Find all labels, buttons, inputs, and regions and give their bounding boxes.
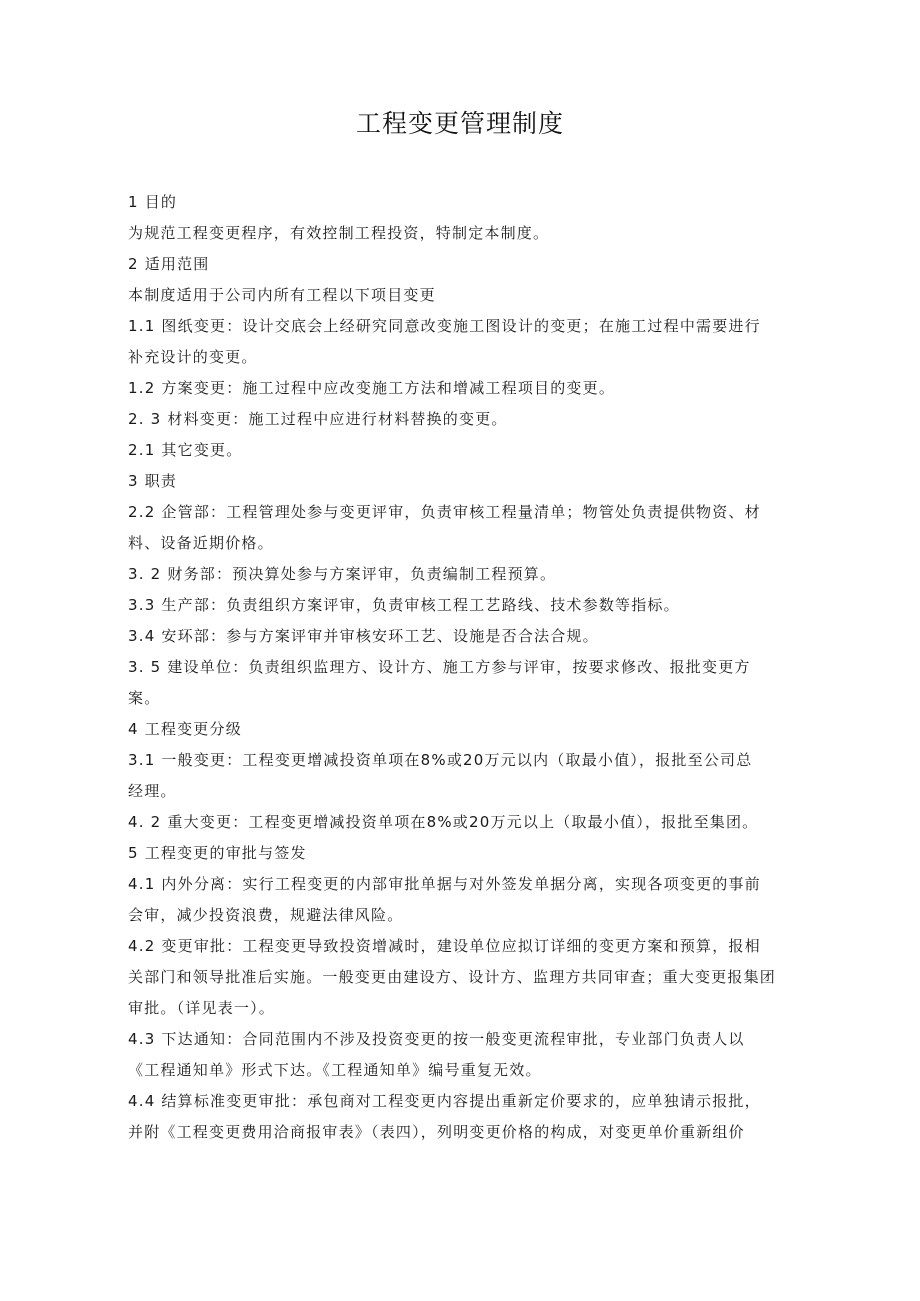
section-heading-scope: 2 适用范围 (128, 255, 210, 273)
section-heading-classification: 4 工程变更分级 (128, 720, 242, 738)
document-title: 工程变更管理制度 (355, 109, 564, 138)
paragraph-line: 案。 (128, 689, 161, 707)
paragraph-line: 补充设计的变更。 (128, 348, 258, 366)
paragraph-line: 1.1 图纸变更：设计交底会上经研究同意改变施工图设计的变更；在施工过程中需要进行 (128, 317, 761, 335)
paragraph-line: 4.3 下达通知：合同范围内不涉及投资变更的按一般变更流程审批，专业部门负责人以 (128, 1030, 745, 1048)
section-heading-purpose: 1 目的 (128, 193, 178, 211)
paragraph-line: 2. 3 材料变更：施工过程中应进行材料替换的变更。 (128, 410, 508, 428)
paragraph-line: 3. 2 财务部：预决算处参与方案评审，负责编制工程预算。 (128, 565, 557, 583)
paragraph-line: 2.1 其它变更。 (128, 441, 243, 459)
paragraph-line: 关部门和领导批准后实施。一般变更由建设方、设计方、监理方共同审查；重大变更报集团 (128, 968, 777, 986)
paragraph-line: 4. 2 重大变更：工程变更增减投资单项在8%或20万元以上（取最小值），报批至集团。 (128, 813, 759, 831)
paragraph-line: 经理。 (128, 782, 177, 800)
paragraph-line: 本制度适用于公司内所有工程以下项目变更 (128, 286, 436, 304)
paragraph-line: 3.1 一般变更：工程变更增减投资单项在8%或20万元以内（取最小值），报批至公司总 (128, 751, 753, 769)
section-heading-approval: 5 工程变更的审批与签发 (128, 844, 307, 862)
paragraph-line: 料、设备近期价格。 (128, 534, 274, 552)
paragraph-line: 审批。（详见表一）。 (128, 999, 276, 1017)
section-heading-responsibilities: 3 职责 (128, 472, 178, 490)
paragraph-line: 4.1 内外分离：实行工程变更的内部审批单据与对外签发单据分离，实现各项变更的事前 (128, 875, 761, 893)
paragraph-line: 3.3 生产部：负责组织方案评审，负责审核工程工艺路线、技术参数等指标。 (128, 596, 680, 614)
paragraph-line: 1.2 方案变更：施工过程中应改变施工方法和增减工程项目的变更。 (128, 379, 616, 397)
paragraph-line: 2.2 企管部：工程管理处参与变更评审，负责审核工程量清单；物管处负责提供物资、材 (128, 503, 761, 521)
paragraph-line: 4.2 变更审批：工程变更导致投资增减时，建设单位应拟订详细的变更方案和预算，报相 (128, 937, 761, 955)
paragraph-line: 4.4 结算标准变更审批：承包商对工程变更内容提出重新定价要求的，应单独请示报批， (128, 1092, 761, 1110)
paragraph-line: 3.4 安环部：参与方案评审并审核安环工艺、设施是否合法合规。 (128, 627, 599, 645)
document-body (128, 187, 804, 1148)
paragraph-line: 并附《工程变更费用洽商报审表》（表四），列明变更价格的构成，对变更单价重新组价 (128, 1123, 745, 1141)
paragraph-line: 《工程通知单》形式下达。《工程通知单》编号重复无效。 (128, 1061, 542, 1079)
paragraph-line: 为规范工程变更程序，有效控制工程投资，特制定本制度。 (128, 224, 550, 242)
paragraph-line: 会审，减少投资浪费，规避法律风险。 (128, 906, 404, 924)
paragraph-line: 3. 5 建设单位：负责组织监理方、设计方、施工方参与评审，按要求修改、报批变更方 (128, 658, 751, 676)
